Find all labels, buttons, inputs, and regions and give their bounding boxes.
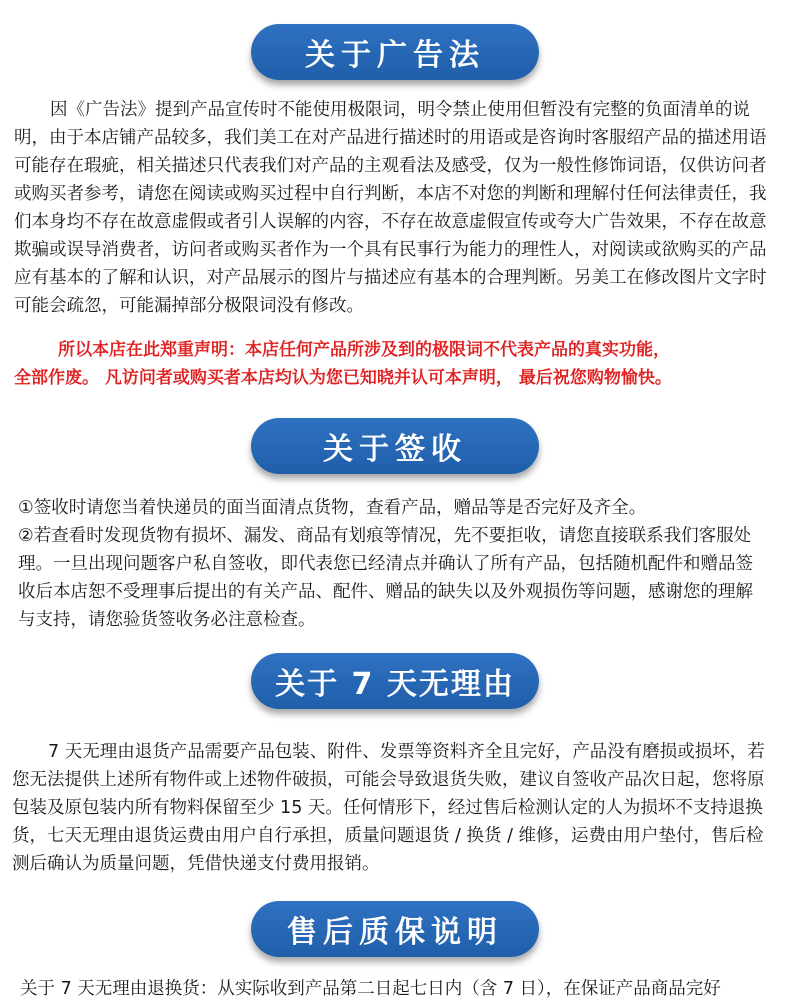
section-title-sign: 关于签收 xyxy=(251,418,539,474)
notice-line-2: 全部作废。 凡访问者或购买者本店均认为您已知晓并认可本声明， 最后祝您购物愉快。 xyxy=(14,368,672,388)
ad-law-text: 因《广告法》提到产品宣传时不能使用极限词，明令禁止使用但暂没有完整的负面清单的说明，由于本店铺产品较多，我们美工在对产品进行描述时的用语或是咨询时客服绍产品的描述用语可能存在瑕疵，相关描述只代表我们对产品的主观看法及感受，仅为一般性修饰词语，仅供访问者或购买者参考，请您在阅读或购买过程中自行判断，本店不对您的判断和理解付任何法律责任，我们本身均不存在故意虚假或者引人误解的内容，不存在故意虚假宣传或夸大广告效果，不存在故意欺骗或误导消费者，访问者或购买者作为一个具有民事行为能力的理性人，对阅读或欲购买的产品应有基本的了解和认识，对产品展示的图片与描述应有基本的合理判断。另美工在修改图片文字时可能会疏忽，可能漏掉部分极限词没有修改。 xyxy=(14,100,767,316)
sign-paragraph xyxy=(18,494,758,634)
ad-law-notice xyxy=(14,336,780,392)
notice-line-1: 所以本店在此郑重声明：本店任何产品所涉及到的极限词不代表产品的真实功能， xyxy=(58,340,670,360)
section-title-ad-law: 关于广告法 xyxy=(251,24,539,80)
seven-day-paragraph xyxy=(12,738,780,878)
section-title-after-sales: 售后质保说明 xyxy=(251,901,539,957)
sign-item-2: ②若查看时发现货物有损坏、漏发、商品有划痕等情况，先不要拒收，请您直接联系我们客服处理。一旦出现问题客户私自签收，即代表您已经清点并确认了所有产品，包括随机配件和赠品签收后本店恕不受理事后提出的有关产品、配件、赠品的缺失以及外观损伤等问题，感谢您的理解与支持，请您验货签收务必注意检查。 xyxy=(18,526,753,630)
seven-day-text: 7 天无理由退货产品需要产品包装、附件、发票等资料齐全且完好，产品没有磨损或损坏，若您无法提供上述所有物件或上述物件破损，可能会导致退货失败，建议自签收产品次日起，您将原包装及原包装内所有物料保留至少 15 天。任何情形下，经过售后检测认定的人为损坏不支持退换货，七天无理由退货运费由用户自行承担，质量问题退货 / 换货 / 维修，运费由用户垫付，售后检测后确认为质量问题，凭借快递支付费用报销。 xyxy=(12,742,765,874)
ad-law-paragraph xyxy=(14,96,778,320)
section-title-seven-day: 关于 7 天无理由 xyxy=(251,653,539,709)
after-sales-text: 关于 7 天无理由退换货：从实际收到产品第二日起七日内（含 7 日），在保证产品商品完好 xyxy=(20,979,721,999)
after-sales-paragraph xyxy=(12,975,790,1003)
sign-item-1: ①签收时请您当着快递员的面当面清点货物，查看产品，赠品等是否完好及齐全。 xyxy=(18,498,647,518)
